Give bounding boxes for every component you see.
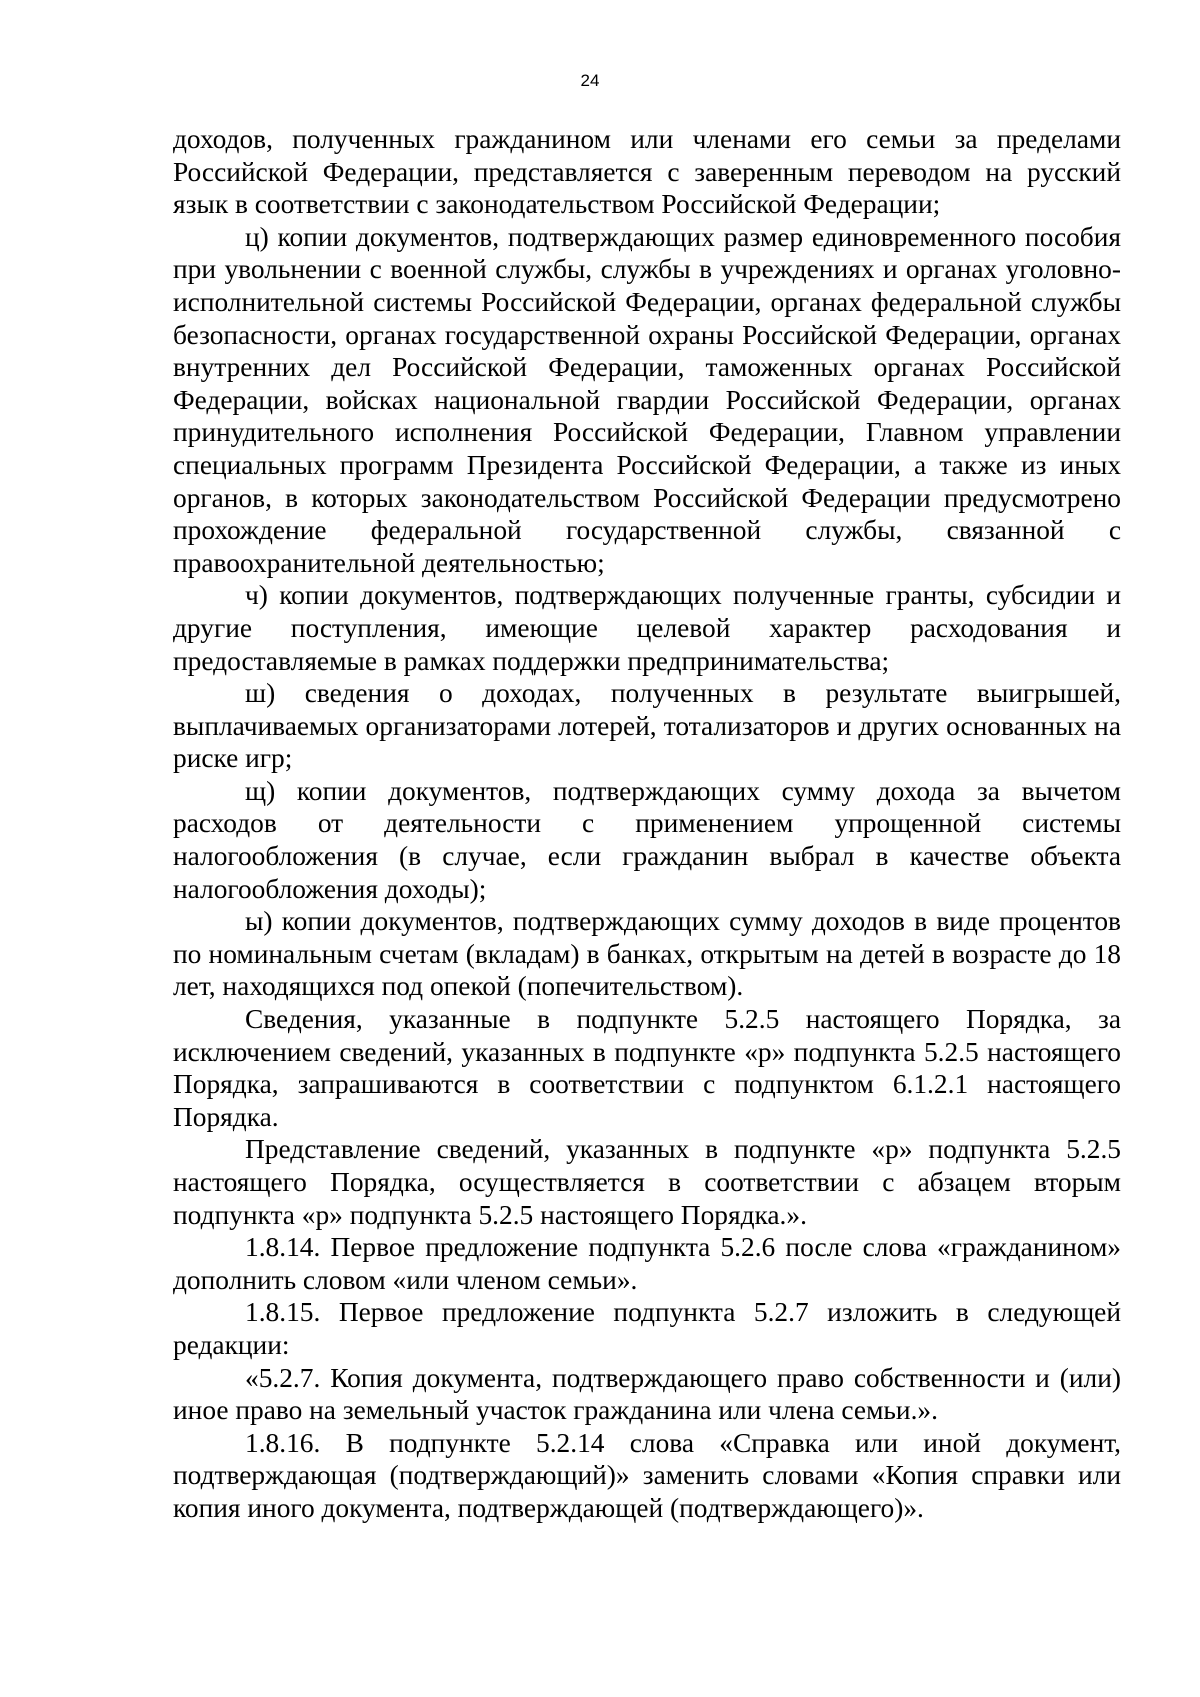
paragraph-info-request: Сведения, указанные в подпункте 5.2.5 настоящего Порядка, за исключением сведений, указанных в подпункте «р» подпункта 5.2.5 настоящего Порядка, запрашиваются в соответствии с подпунктом 6.1.2.1 настоящего Порядка. [173, 1004, 1121, 1132]
paragraph-continuation: доходов, полученных гражданином или членами его семьи за пределами Российской Федерации, представляется с заверенным переводом на русский язык в соответствии с законодательством Российской Федерации; [173, 124, 1121, 220]
paragraph-1-8-16: 1.8.16. В подпункте 5.2.14 слова «Справка или иной документ, подтверждающая (подтверждающий)» заменить словами «Копия справки или копия иного документа, подтверждающей (подтверждающего)». [173, 1427, 1121, 1523]
paragraph-item-sh: ш) сведения о доходах, полученных в результате выигрышей, выплачиваемых организаторами лотерей, тотализаторов и других основанных на риске игр; [173, 678, 1121, 774]
page-number: 24 [580, 71, 600, 90]
paragraph-1-8-14: 1.8.14. Первое предложение подпункта 5.2.6 после слова «гражданином» дополнить словом «или членом семьи». [173, 1232, 1121, 1295]
paragraph-1-8-15: 1.8.15. Первое предложение подпункта 5.2.7 изложить в следующей редакции: [173, 1297, 1121, 1360]
paragraph-item-y: ы) копии документов, подтверждающих сумму доходов в виде процентов по номинальным счетам (вкладам) в банках, открытым на детей в возрасте до 18 лет, находящихся под опекой (попечительством). [173, 906, 1121, 1002]
paragraph-item-shch: щ) копии документов, подтверждающих сумму дохода за вычетом расходов от деятельности с применением упрощенной системы налогообложения (в случае, если гражданин выбрал в качестве объекта налогообложения доходы); [173, 775, 1121, 904]
paragraph-info-submission: Представление сведений, указанных в подпункте «р» подпункта 5.2.5 настоящего Порядка, осуществляется в соответствии с абзацем вторым подпункта «р» подпункта 5.2.5 настоящего Порядка.». [173, 1134, 1121, 1230]
paragraph-item-ch: ч) копии документов, подтверждающих полученные гранты, субсидии и другие поступления, имеющие целевой характер расходования и предоставляемые в рамках поддержки предпринимательства; [173, 580, 1121, 676]
paragraph-item-ts: ц) копии документов, подтверждающих размер единовременного пособия при увольнении с военной службы, службы в учреждениях и органах уголовно-исполнительной системы Российской Федерации, органах федеральной службы безопасности, органах государственной охраны Российской Федерации, органах внутренних дел Российской Федерации, таможенных органах Российской Федерации, войсках национальной гвардии Российской Федерации, органах принудительного исполнения Российской Федерации, Главном управлении специальных программ Президента Российской Федерации, а также из иных органов, в которых законодательством Российской Федерации предусмотрено прохождение федеральной государственной службы, связанной с правоохранительной деятельностью; [173, 221, 1121, 578]
document-body [173, 123, 1121, 1525]
paragraph-quote-5-2-7: «5.2.7. Копия документа, подтверждающего право собственности и (или) иное право на земельный участок гражданина или члена семьи.». [173, 1362, 1121, 1426]
